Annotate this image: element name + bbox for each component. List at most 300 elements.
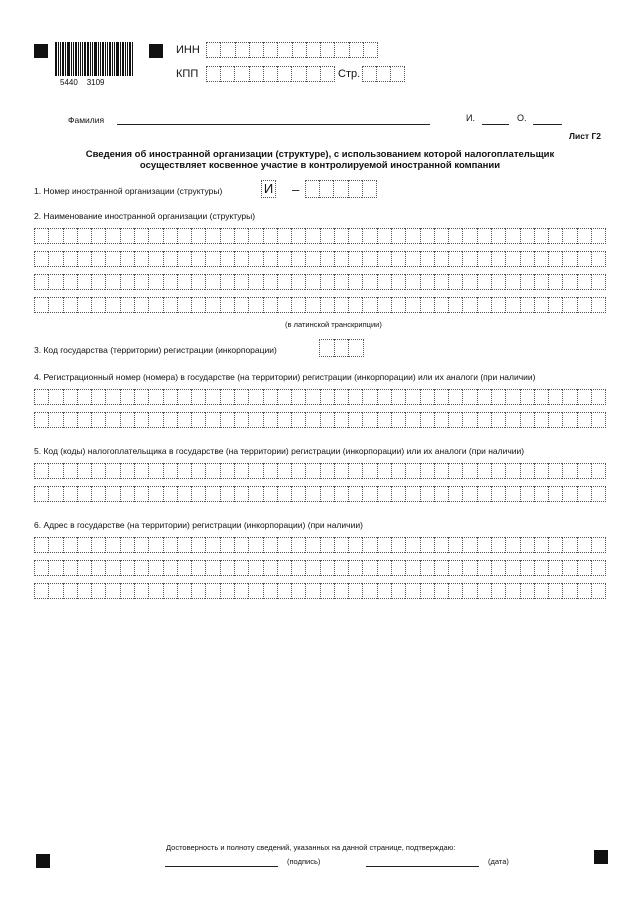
input-cell[interactable] — [591, 583, 606, 599]
input-cell[interactable] — [177, 463, 191, 479]
input-cell[interactable] — [405, 297, 419, 313]
input-cell[interactable] — [505, 274, 519, 290]
input-cell[interactable] — [163, 297, 177, 313]
q6-address-row-3[interactable] — [34, 583, 606, 599]
input-cell[interactable] — [148, 560, 162, 576]
input-cell[interactable] — [63, 412, 77, 428]
input-cell[interactable] — [91, 389, 105, 405]
input-cell[interactable] — [520, 297, 534, 313]
input-cell[interactable] — [63, 274, 77, 290]
input-cell[interactable] — [234, 463, 248, 479]
input-cell[interactable] — [462, 274, 476, 290]
input-cell[interactable] — [434, 297, 448, 313]
input-cell[interactable] — [477, 583, 491, 599]
input-cell[interactable] — [291, 251, 305, 267]
input-cell[interactable] — [405, 274, 419, 290]
input-cell[interactable] — [348, 297, 362, 313]
input-cell[interactable] — [291, 412, 305, 428]
input-cell[interactable] — [305, 251, 319, 267]
q6-address-row-2[interactable] — [34, 560, 606, 576]
input-cell[interactable] — [448, 560, 462, 576]
input-cell[interactable] — [48, 297, 62, 313]
input-cell[interactable] — [191, 274, 205, 290]
input-cell[interactable] — [220, 251, 234, 267]
input-cell[interactable] — [462, 463, 476, 479]
input-cell[interactable] — [491, 486, 505, 502]
input-cell[interactable] — [248, 297, 262, 313]
input-cell[interactable] — [548, 583, 562, 599]
input-cell[interactable] — [77, 583, 91, 599]
input-cell[interactable] — [148, 251, 162, 267]
input-cell[interactable] — [163, 560, 177, 576]
input-cell[interactable] — [448, 251, 462, 267]
input-cell[interactable] — [248, 486, 262, 502]
input-cell[interactable] — [434, 463, 448, 479]
input-cell[interactable] — [391, 486, 405, 502]
input-cell[interactable] — [177, 251, 191, 267]
input-cell[interactable] — [177, 486, 191, 502]
input-cell[interactable] — [362, 228, 376, 244]
input-cell[interactable] — [91, 583, 105, 599]
input-cell[interactable] — [134, 274, 148, 290]
input-cell[interactable] — [263, 251, 277, 267]
input-cell[interactable] — [148, 297, 162, 313]
input-cell[interactable] — [48, 274, 62, 290]
input-cell[interactable] — [134, 251, 148, 267]
input-cell[interactable] — [77, 389, 91, 405]
input-cell[interactable] — [520, 560, 534, 576]
input-cell[interactable] — [405, 412, 419, 428]
input-cell[interactable] — [249, 42, 263, 58]
input-cell[interactable] — [234, 486, 248, 502]
input-cell[interactable] — [77, 251, 91, 267]
input-cell[interactable] — [505, 228, 519, 244]
input-cell[interactable] — [448, 228, 462, 244]
input-cell[interactable] — [134, 583, 148, 599]
input-cell[interactable] — [591, 389, 606, 405]
input-cell[interactable] — [205, 486, 219, 502]
input-cell[interactable] — [334, 560, 348, 576]
input-cell[interactable] — [263, 297, 277, 313]
input-cell[interactable] — [477, 389, 491, 405]
input-cell[interactable] — [105, 389, 119, 405]
input-cell[interactable] — [234, 251, 248, 267]
input-cell[interactable] — [462, 297, 476, 313]
input-cell[interactable] — [205, 297, 219, 313]
input-cell[interactable] — [263, 486, 277, 502]
input-cell[interactable] — [248, 463, 262, 479]
input-cell[interactable] — [134, 389, 148, 405]
input-cell[interactable] — [105, 228, 119, 244]
input-cell[interactable] — [562, 297, 576, 313]
input-cell[interactable] — [305, 274, 319, 290]
input-cell[interactable] — [91, 537, 105, 553]
initial-o-field[interactable] — [533, 124, 562, 125]
input-cell[interactable] — [534, 583, 548, 599]
input-cell[interactable] — [448, 389, 462, 405]
input-cell[interactable] — [220, 560, 234, 576]
input-cell[interactable] — [405, 228, 419, 244]
input-cell[interactable] — [263, 42, 277, 58]
input-cell[interactable] — [405, 463, 419, 479]
input-cell[interactable] — [562, 274, 576, 290]
input-cell[interactable] — [320, 463, 334, 479]
input-cell[interactable] — [234, 228, 248, 244]
input-cell[interactable] — [263, 412, 277, 428]
input-cell[interactable] — [120, 537, 134, 553]
input-cell[interactable] — [277, 274, 291, 290]
input-cell[interactable] — [263, 560, 277, 576]
input-cell[interactable] — [277, 66, 291, 82]
input-cell[interactable] — [220, 389, 234, 405]
input-cell[interactable] — [505, 560, 519, 576]
input-cell[interactable] — [205, 583, 219, 599]
input-cell[interactable] — [477, 251, 491, 267]
input-cell[interactable] — [377, 486, 391, 502]
input-cell[interactable] — [462, 389, 476, 405]
input-cell[interactable] — [77, 274, 91, 290]
input-cell[interactable] — [305, 228, 319, 244]
input-cell[interactable] — [391, 560, 405, 576]
input-cell[interactable] — [434, 583, 448, 599]
input-cell[interactable] — [577, 297, 591, 313]
input-cell[interactable] — [491, 463, 505, 479]
input-cell[interactable] — [391, 463, 405, 479]
input-cell[interactable] — [105, 486, 119, 502]
input-cell[interactable] — [534, 560, 548, 576]
input-cell[interactable] — [577, 560, 591, 576]
input-cell[interactable] — [491, 251, 505, 267]
input-cell[interactable] — [534, 297, 548, 313]
input-cell[interactable] — [63, 389, 77, 405]
input-cell[interactable] — [334, 463, 348, 479]
q2-name-row-1[interactable] — [34, 228, 606, 244]
input-cell[interactable] — [220, 274, 234, 290]
input-cell[interactable] — [348, 251, 362, 267]
input-cell[interactable] — [348, 463, 362, 479]
input-cell[interactable] — [562, 389, 576, 405]
input-cell[interactable] — [420, 486, 434, 502]
input-cell[interactable] — [34, 251, 48, 267]
input-cell[interactable] — [63, 486, 77, 502]
input-cell[interactable] — [177, 297, 191, 313]
input-cell[interactable] — [291, 66, 305, 82]
input-cell[interactable] — [348, 412, 362, 428]
input-cell[interactable] — [591, 251, 606, 267]
input-cell[interactable] — [534, 228, 548, 244]
input-cell[interactable] — [248, 251, 262, 267]
input-cell[interactable] — [505, 486, 519, 502]
input-cell[interactable] — [363, 42, 378, 58]
input-cell[interactable] — [306, 42, 320, 58]
input-cell[interactable] — [405, 537, 419, 553]
input-cell[interactable] — [534, 486, 548, 502]
input-cell[interactable] — [520, 463, 534, 479]
input-cell[interactable] — [148, 412, 162, 428]
input-cell[interactable] — [405, 251, 419, 267]
input-cell[interactable] — [448, 463, 462, 479]
input-cell[interactable] — [34, 560, 48, 576]
input-cell[interactable] — [477, 560, 491, 576]
input-cell[interactable] — [234, 274, 248, 290]
q2-name-row-2[interactable] — [34, 251, 606, 267]
kpp-field[interactable] — [206, 66, 335, 82]
input-cell[interactable] — [334, 389, 348, 405]
input-cell[interactable] — [48, 389, 62, 405]
input-cell[interactable] — [577, 583, 591, 599]
input-cell[interactable] — [334, 297, 348, 313]
q5-taxpayer-code-row-2[interactable] — [34, 486, 606, 502]
input-cell[interactable] — [191, 251, 205, 267]
input-cell[interactable] — [291, 486, 305, 502]
input-cell[interactable] — [63, 560, 77, 576]
input-cell[interactable] — [163, 537, 177, 553]
input-cell[interactable] — [334, 251, 348, 267]
input-cell[interactable] — [591, 486, 606, 502]
input-cell[interactable] — [163, 486, 177, 502]
input-cell[interactable] — [319, 180, 333, 198]
input-cell[interactable] — [120, 583, 134, 599]
input-cell[interactable] — [348, 486, 362, 502]
input-cell[interactable] — [591, 463, 606, 479]
input-cell[interactable] — [405, 583, 419, 599]
input-cell[interactable] — [320, 412, 334, 428]
input-cell[interactable] — [249, 66, 263, 82]
input-cell[interactable] — [248, 389, 262, 405]
input-cell[interactable] — [34, 463, 48, 479]
input-cell[interactable] — [577, 537, 591, 553]
input-cell[interactable] — [448, 537, 462, 553]
input-cell[interactable] — [320, 274, 334, 290]
input-cell[interactable] — [334, 339, 349, 357]
input-cell[interactable] — [462, 560, 476, 576]
input-cell[interactable] — [120, 274, 134, 290]
input-cell[interactable] — [420, 297, 434, 313]
input-cell[interactable] — [120, 463, 134, 479]
input-cell[interactable] — [520, 228, 534, 244]
input-cell[interactable] — [91, 463, 105, 479]
input-cell[interactable] — [134, 560, 148, 576]
input-cell[interactable] — [420, 228, 434, 244]
input-cell[interactable] — [34, 537, 48, 553]
q4-reg-number-row-1[interactable] — [34, 389, 606, 405]
input-cell[interactable] — [334, 228, 348, 244]
input-cell[interactable] — [48, 583, 62, 599]
surname-field[interactable] — [117, 124, 430, 125]
input-cell[interactable] — [520, 251, 534, 267]
input-cell[interactable] — [163, 389, 177, 405]
input-cell[interactable] — [91, 251, 105, 267]
input-cell[interactable] — [105, 274, 119, 290]
q4-reg-number-row-2[interactable] — [34, 412, 606, 428]
input-cell[interactable] — [577, 463, 591, 479]
input-cell[interactable] — [448, 412, 462, 428]
input-cell[interactable] — [362, 389, 376, 405]
input-cell[interactable] — [277, 297, 291, 313]
input-cell[interactable] — [134, 228, 148, 244]
input-cell[interactable] — [577, 486, 591, 502]
input-cell[interactable] — [305, 412, 319, 428]
input-cell[interactable] — [391, 537, 405, 553]
input-cell[interactable] — [320, 486, 334, 502]
input-cell[interactable] — [548, 228, 562, 244]
input-cell[interactable] — [548, 560, 562, 576]
input-cell[interactable] — [291, 560, 305, 576]
input-cell[interactable] — [34, 412, 48, 428]
input-cell[interactable] — [333, 180, 347, 198]
input-cell[interactable] — [277, 560, 291, 576]
input-cell[interactable] — [305, 389, 319, 405]
input-cell[interactable] — [434, 389, 448, 405]
input-cell[interactable] — [48, 228, 62, 244]
input-cell[interactable] — [63, 583, 77, 599]
input-cell[interactable] — [163, 583, 177, 599]
input-cell[interactable] — [163, 412, 177, 428]
input-cell[interactable] — [105, 297, 119, 313]
input-cell[interactable] — [377, 560, 391, 576]
input-cell[interactable] — [577, 274, 591, 290]
input-cell[interactable] — [362, 297, 376, 313]
input-cell[interactable] — [163, 463, 177, 479]
input-cell[interactable] — [420, 463, 434, 479]
input-cell[interactable] — [591, 228, 606, 244]
input-cell[interactable] — [220, 66, 234, 82]
input-cell[interactable] — [377, 463, 391, 479]
input-cell[interactable] — [291, 389, 305, 405]
input-cell[interactable] — [105, 412, 119, 428]
input-cell[interactable] — [591, 412, 606, 428]
input-cell[interactable] — [562, 463, 576, 479]
input-cell[interactable] — [291, 537, 305, 553]
input-cell[interactable] — [562, 412, 576, 428]
input-cell[interactable] — [362, 583, 376, 599]
input-cell[interactable] — [191, 583, 205, 599]
input-cell[interactable] — [234, 297, 248, 313]
input-cell[interactable] — [320, 583, 334, 599]
input-cell[interactable] — [477, 297, 491, 313]
input-cell[interactable] — [505, 412, 519, 428]
input-cell[interactable] — [191, 297, 205, 313]
input-cell[interactable] — [362, 537, 376, 553]
input-cell[interactable] — [163, 251, 177, 267]
input-cell[interactable] — [391, 389, 405, 405]
input-cell[interactable] — [548, 389, 562, 405]
input-cell[interactable] — [362, 463, 376, 479]
input-cell[interactable] — [220, 228, 234, 244]
input-cell[interactable] — [263, 583, 277, 599]
input-cell[interactable] — [34, 583, 48, 599]
input-cell[interactable] — [362, 412, 376, 428]
input-cell[interactable] — [420, 389, 434, 405]
input-cell[interactable] — [77, 412, 91, 428]
input-cell[interactable] — [120, 560, 134, 576]
input-cell[interactable] — [177, 412, 191, 428]
input-cell[interactable] — [205, 560, 219, 576]
input-cell[interactable] — [77, 463, 91, 479]
input-cell[interactable] — [434, 251, 448, 267]
input-cell[interactable] — [491, 583, 505, 599]
input-cell[interactable] — [206, 66, 220, 82]
input-cell[interactable] — [348, 389, 362, 405]
input-cell[interactable] — [220, 537, 234, 553]
input-cell[interactable] — [548, 251, 562, 267]
input-cell[interactable] — [191, 560, 205, 576]
input-cell[interactable] — [91, 412, 105, 428]
input-cell[interactable] — [91, 486, 105, 502]
input-cell[interactable] — [234, 537, 248, 553]
input-cell[interactable] — [548, 537, 562, 553]
input-cell[interactable] — [34, 297, 48, 313]
input-cell[interactable] — [34, 228, 48, 244]
input-cell[interactable] — [391, 297, 405, 313]
input-cell[interactable] — [420, 560, 434, 576]
input-cell[interactable] — [120, 389, 134, 405]
input-cell[interactable] — [562, 583, 576, 599]
input-cell[interactable] — [248, 560, 262, 576]
input-cell[interactable] — [334, 412, 348, 428]
input-cell[interactable] — [577, 251, 591, 267]
input-cell[interactable] — [562, 251, 576, 267]
input-cell[interactable] — [306, 66, 320, 82]
q5-taxpayer-code-row-1[interactable] — [34, 463, 606, 479]
input-cell[interactable] — [320, 560, 334, 576]
input-cell[interactable] — [77, 486, 91, 502]
input-cell[interactable] — [477, 537, 491, 553]
input-cell[interactable] — [277, 228, 291, 244]
input-cell[interactable] — [462, 412, 476, 428]
page-number-field[interactable] — [362, 66, 405, 82]
input-cell[interactable] — [277, 537, 291, 553]
input-cell[interactable] — [434, 537, 448, 553]
input-cell[interactable] — [248, 412, 262, 428]
input-cell[interactable] — [520, 583, 534, 599]
input-cell[interactable] — [320, 42, 334, 58]
input-cell[interactable] — [534, 463, 548, 479]
input-cell[interactable] — [248, 228, 262, 244]
input-cell[interactable] — [205, 251, 219, 267]
input-cell[interactable] — [291, 228, 305, 244]
input-cell[interactable] — [477, 274, 491, 290]
input-cell[interactable] — [505, 297, 519, 313]
input-cell[interactable] — [577, 228, 591, 244]
input-cell[interactable] — [248, 537, 262, 553]
input-cell[interactable] — [277, 486, 291, 502]
input-cell[interactable] — [548, 297, 562, 313]
input-cell[interactable] — [63, 251, 77, 267]
input-cell[interactable] — [505, 463, 519, 479]
input-cell[interactable] — [462, 583, 476, 599]
input-cell[interactable] — [377, 297, 391, 313]
input-cell[interactable] — [505, 537, 519, 553]
initial-i-field[interactable] — [482, 124, 509, 125]
input-cell[interactable] — [205, 274, 219, 290]
input-cell[interactable] — [591, 560, 606, 576]
input-cell[interactable] — [477, 412, 491, 428]
input-cell[interactable] — [105, 251, 119, 267]
input-cell[interactable] — [434, 486, 448, 502]
input-cell[interactable] — [319, 339, 334, 357]
q2-name-row-3[interactable] — [34, 274, 606, 290]
input-cell[interactable] — [134, 537, 148, 553]
input-cell[interactable] — [520, 389, 534, 405]
input-cell[interactable] — [177, 274, 191, 290]
input-cell[interactable] — [420, 412, 434, 428]
input-cell[interactable] — [77, 560, 91, 576]
input-cell[interactable] — [48, 463, 62, 479]
input-cell[interactable] — [220, 486, 234, 502]
input-cell[interactable] — [448, 297, 462, 313]
input-cell[interactable] — [277, 412, 291, 428]
